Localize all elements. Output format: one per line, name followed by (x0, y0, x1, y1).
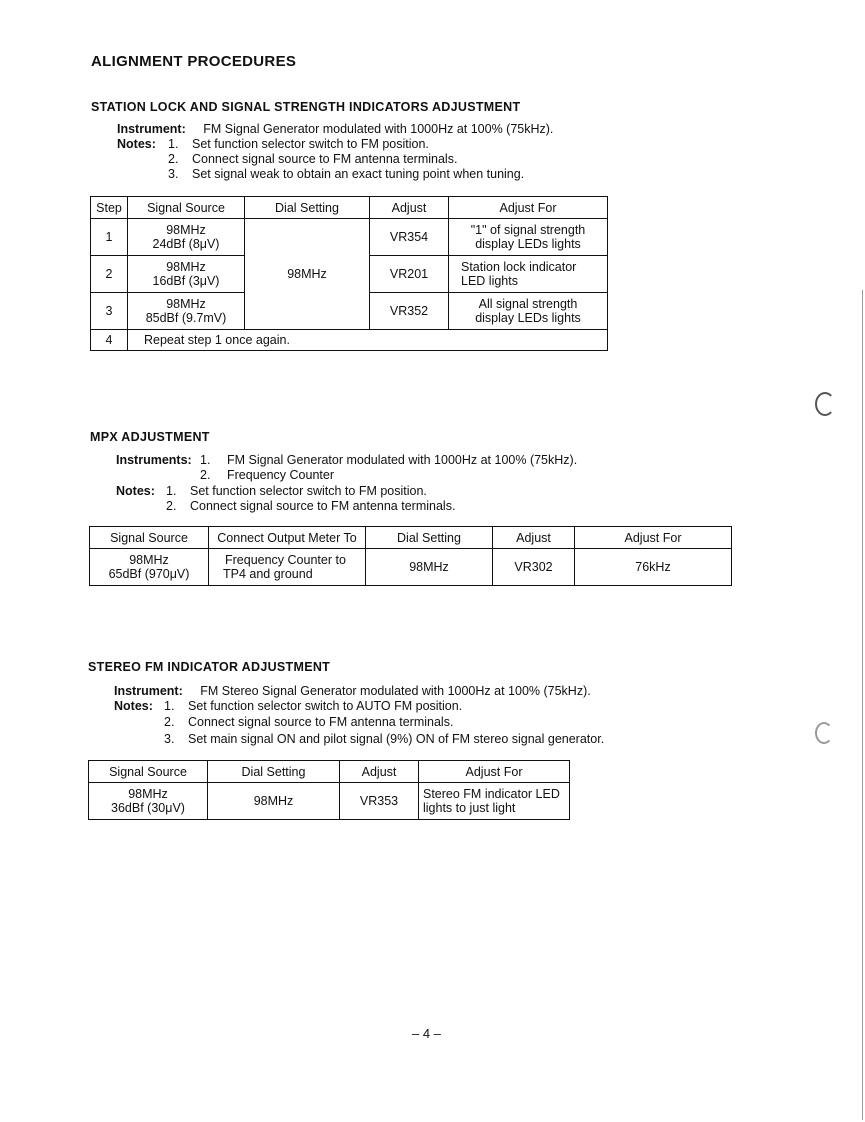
header-signal-source: Signal Source (128, 197, 245, 219)
header-adjust: Adjust (340, 761, 419, 783)
header-signal-source: Signal Source (89, 761, 208, 783)
binder-hole-mark (815, 392, 835, 416)
stereo-fm-table (88, 760, 570, 820)
note-line (117, 137, 429, 151)
header-adjust: Adjust (493, 527, 575, 549)
dial-setting-cell: 98MHz (208, 783, 340, 820)
source-level: 85dBf (9.7mV) (145, 311, 227, 325)
header-dial-setting: Dial Setting (245, 197, 370, 219)
instrument-line (114, 684, 591, 698)
adjust-cell: VR302 (493, 549, 575, 586)
instrument-line (200, 468, 335, 482)
section-heading-station-lock: STATION LOCK AND SIGNAL STRENGTH INDICATORS ADJUSTMENT (91, 100, 521, 114)
source-frequency: 98MHz (166, 297, 206, 311)
note-line (164, 732, 605, 746)
note-line (114, 699, 463, 713)
adjust-for-line: All signal strength (478, 297, 578, 311)
table-row (91, 219, 608, 256)
binder-hole-mark (815, 722, 833, 744)
table-row (89, 783, 570, 820)
note-number: 3. (164, 732, 175, 746)
note-number: 2. (168, 152, 179, 166)
instrument-number: 1. (200, 453, 211, 467)
note-number: 2. (164, 715, 175, 729)
note-line (168, 167, 525, 181)
header-connect-output-meter: Connect Output Meter To (209, 527, 366, 549)
source-level: 16dBf (3μV) (152, 274, 220, 288)
step-cell: 2 (91, 256, 128, 293)
header-adjust-for: Adjust For (575, 527, 732, 549)
notes-label: Notes: (117, 137, 156, 151)
notes-label: Notes: (116, 484, 155, 498)
adjust-for-line: display LEDs lights (475, 237, 581, 251)
adjust-for-line: Stereo FM indicator LED (423, 787, 560, 801)
header-adjust-for: Adjust For (419, 761, 570, 783)
note-text: Connect signal source to FM antenna terminals. (192, 152, 458, 166)
note-line (166, 499, 456, 513)
adjust-for-cell (449, 256, 608, 293)
signal-source-cell (128, 256, 245, 293)
instrument-text: FM Signal Generator modulated with 1000Hz at 100% (75kHz). (203, 122, 554, 136)
adjust-for-line: lights to just light (423, 801, 516, 815)
step-cell: 1 (91, 219, 128, 256)
note-line (116, 484, 427, 498)
instrument-label: Instrument: (117, 122, 186, 136)
instrument-label: Instrument: (114, 684, 183, 698)
source-level: 24dBf (8μV) (152, 237, 220, 251)
page-number: – 4 – (412, 1026, 441, 1041)
instrument-text: Frequency Counter (227, 468, 335, 482)
instrument-number: 2. (200, 468, 211, 482)
output-meter-line: Frequency Counter to (225, 553, 346, 567)
note-text: Connect signal source to FM antenna terminals. (190, 499, 456, 513)
section-heading-mpx: MPX ADJUSTMENT (90, 430, 210, 444)
signal-source-cell (90, 549, 209, 586)
page-title: ALIGNMENT PROCEDURES (91, 53, 297, 70)
adjust-for-cell (419, 783, 570, 820)
mpx-table (89, 526, 732, 586)
source-level: 36dBf (30μV) (111, 801, 185, 815)
note-text: Set function selector switch to FM position. (190, 484, 427, 498)
instruments-label: Instruments: (116, 453, 192, 467)
adjust-cell: VR353 (340, 783, 419, 820)
signal-source-cell (128, 293, 245, 330)
notes-label: Notes: (114, 699, 153, 713)
page-edge-line (862, 290, 863, 1120)
note-text: Set signal weak to obtain an exact tuning point when tuning. (192, 167, 525, 181)
note-number: 2. (166, 499, 177, 513)
source-frequency: 98MHz (129, 553, 169, 567)
header-step: Step (91, 197, 128, 219)
source-frequency: 98MHz (166, 223, 206, 237)
table-header-row (90, 527, 732, 549)
adjust-for-cell (449, 219, 608, 256)
adjust-for-line: Station lock indicator (461, 260, 577, 274)
note-text: Set main signal ON and pilot signal (9%) ON of FM stereo signal generator. (188, 732, 605, 746)
source-frequency: 98MHz (166, 260, 206, 274)
header-signal-source: Signal Source (90, 527, 209, 549)
adjust-cell: VR201 (370, 256, 449, 293)
note-number: 1. (168, 137, 179, 151)
table-row (90, 549, 732, 586)
instrument-text: FM Stereo Signal Generator modulated with 1000Hz at 100% (75kHz). (200, 684, 591, 698)
adjust-cell: VR352 (370, 293, 449, 330)
adjust-for-line: display LEDs lights (475, 311, 581, 325)
output-meter-line: TP4 and ground (223, 567, 313, 581)
section-heading-stereo-fm: STEREO FM INDICATOR ADJUSTMENT (88, 660, 331, 674)
table-header-row (89, 761, 570, 783)
source-frequency: 98MHz (128, 787, 168, 801)
adjust-for-line: "1" of signal strength (470, 223, 586, 237)
adjust-cell: VR354 (370, 219, 449, 256)
station-lock-table (90, 196, 608, 351)
note-line (168, 152, 458, 166)
note-number: 3. (168, 167, 179, 181)
table-header-row (91, 197, 608, 219)
instrument-line (117, 122, 553, 136)
note-number: 1. (166, 484, 177, 498)
step-cell: 3 (91, 293, 128, 330)
note-text: Set function selector switch to AUTO FM position. (188, 699, 463, 713)
repeat-step-cell: Repeat step 1 once again. (128, 330, 608, 351)
header-adjust: Adjust (370, 197, 449, 219)
header-dial-setting: Dial Setting (366, 527, 493, 549)
signal-source-cell (89, 783, 208, 820)
instrument-line (116, 453, 578, 467)
instrument-text: FM Signal Generator modulated with 1000Hz at 100% (75kHz). (227, 453, 578, 467)
dial-setting-cell: 98MHz (245, 219, 370, 330)
adjust-for-line: LED lights (461, 274, 518, 288)
source-level: 65dBf (970μV) (108, 567, 190, 581)
output-meter-cell (209, 549, 366, 586)
adjust-for-cell: 76kHz (575, 549, 732, 586)
dial-setting-cell: 98MHz (366, 549, 493, 586)
adjust-for-cell (449, 293, 608, 330)
header-dial-setting: Dial Setting (208, 761, 340, 783)
note-number: 1. (164, 699, 175, 713)
step-cell: 4 (91, 330, 128, 351)
signal-source-cell (128, 219, 245, 256)
table-row (91, 330, 608, 351)
note-text: Connect signal source to FM antenna terminals. (188, 715, 454, 729)
note-text: Set function selector switch to FM position. (192, 137, 429, 151)
note-line (164, 715, 454, 729)
header-adjust-for: Adjust For (449, 197, 608, 219)
